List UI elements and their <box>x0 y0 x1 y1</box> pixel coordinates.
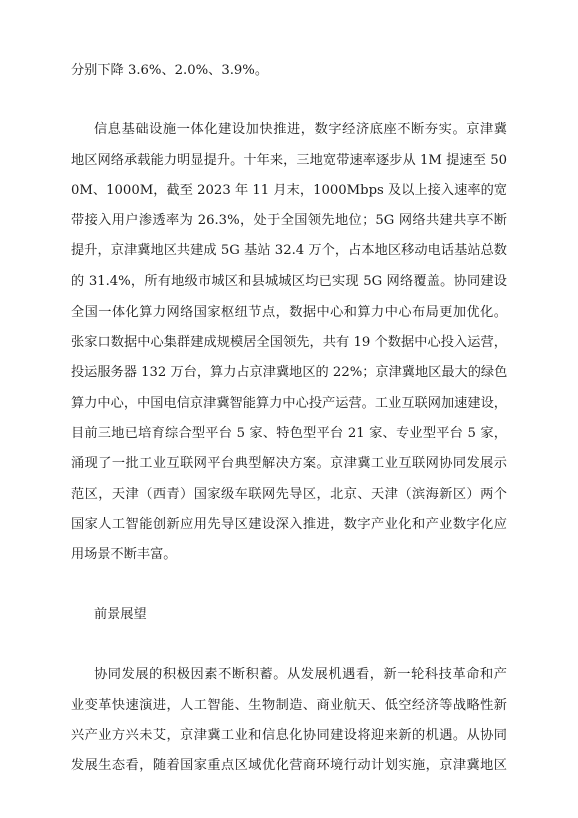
paragraph-line: 目前三地已培育综合型平台 5 家、特色型平台 21 家、专业型平台 5 家， <box>71 426 507 441</box>
paragraph-line: 业变革快速演进，人工智能、生物制造、商业航天、低空经济等战略性新 <box>71 698 507 713</box>
paragraph-line: 协同发展的积极因素不断积蓄。从发展机遇看，新一轮科技革命和产 <box>94 667 507 682</box>
paragraph-line: 用场景不断丰富。 <box>71 547 177 562</box>
paragraph-line: 发展生态看，随着国家重点区域优化营商环境行动计划实施，京津冀地区 <box>71 758 507 773</box>
section-heading: 前景展望 <box>94 607 147 622</box>
paragraph-line: 兴产业方兴未艾，京津冀工业和信息化协同建设将迎来新的机遇。从协同 <box>71 728 507 743</box>
paragraph-line: 涌现了一批工业互联网平台典型解决方案。京津冀工业互联网协同发展示 <box>71 456 507 471</box>
paragraph-line: 地区网络承载能力明显提升。十年来，三地宽带速率逐步从 1M 提速至 50 <box>71 153 507 168</box>
paragraph-line: 全国一体化算力网络国家枢纽节点，数据中心和算力中心布局更加优化。 <box>71 305 507 320</box>
paragraph-line: 的 31.4%，所有地级市城区和县城城区均已实现 5G 网络覆盖。协同建设 <box>71 274 507 289</box>
paragraph-line: 带接入用户渗透率为 26.3%，处于全国领先地位；5G 网络共建共享不断 <box>71 213 507 228</box>
paragraph-line: 国家人工智能创新应用先导区建设深入推进，数字产业化和产业数字化应 <box>71 517 507 532</box>
paragraph-line: 0M、1000M，截至 2023 年 11 月末，1000Mbps 及以上接入速率的宽 <box>71 183 507 198</box>
paragraph-line: 张家口数据中心集群建成规模居全国领先，共有 19 个数据中心投入运营， <box>71 335 507 350</box>
paragraph-line: 提升，京津冀地区共建成 5G 基站 32.4 万个，占本地区移动电话基站总数 <box>71 243 507 258</box>
paragraph-line: 分别下降 3.6%、2.0%、3.9%。 <box>71 63 269 78</box>
paragraph-line: 信息基础设施一体化建设加快推进，数字经济底座不断夯实。京津冀 <box>94 122 507 137</box>
paragraph-line: 算力中心，中国电信京津冀智能算力中心投产运营。工业互联网加速建设， <box>71 396 507 411</box>
paragraph-line: 范区，天津（西青）国家级车联网先导区，北京、天津（滨海新区）两个 <box>71 487 507 502</box>
paragraph-line: 投运服务器 132 万台，算力占京津冀地区的 22%；京津冀地区最大的绿色 <box>71 365 508 380</box>
